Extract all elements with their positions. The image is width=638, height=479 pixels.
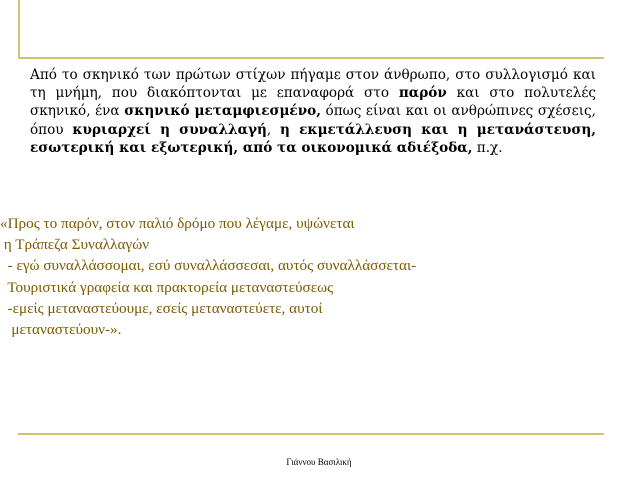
poem-line: Τουριστικά γραφεία και πρακτορεία μεταναστεύσεως <box>0 278 334 296</box>
bullet-bold-disguised-scene: σκηνικό μεταμφιεσμένο, <box>124 103 321 120</box>
bullet-bold-present: παρόν <box>398 85 447 102</box>
bullet-text-2: και στο πολυτελές σκηνικό, ένα <box>30 85 596 120</box>
bullet-text-1: Από το σκηνικό των πρώτων στίχων πήγαμε στον άνθρωπο, στο συλλογισμό και τη μνήμη, που διακόπτονται με επαναφορά στο <box>30 67 596 102</box>
decorative-top-line <box>18 57 604 59</box>
bullet-text-4: , <box>266 121 281 138</box>
poem-quote <box>0 213 630 340</box>
decorative-vertical-line <box>18 0 20 58</box>
bullet-text-5: π.χ. <box>472 139 503 156</box>
bullet-bold-exploitation-migration: η εκμετάλλευση και η μετανάστευση, εσωτερική και εξωτερική, από τα οικονομικά αδιέξοδα, <box>30 121 596 156</box>
decorative-bottom-line <box>18 433 604 435</box>
poem-line: -εμείς μεταναστεύουμε, εσείς μεταναστεύετε, αυτοί <box>0 299 323 317</box>
poem-line: μεταναστεύουν-». <box>0 321 122 339</box>
bullet-text-3: όπως είναι και οι ανθρώπινες σχέσεις, όπου <box>30 103 596 138</box>
bullet-bold-transaction: κυριαρχεί η συναλλαγή <box>72 121 267 138</box>
bullet-paragraph <box>30 66 596 157</box>
footer-author: Γιάννου Βασιλική <box>286 457 352 467</box>
footer <box>0 457 638 467</box>
poem-line: η Τράπεζα Συναλλαγών <box>0 236 150 254</box>
poem-line: «Προς το παρόν, στον παλιό δρόμο που λέγαμε, υψώνεται <box>0 215 355 232</box>
poem-line: - εγώ συναλλάσσομαι, εσύ συναλλάσσεσαι, αυτός συναλλάσσεται- <box>0 257 417 275</box>
